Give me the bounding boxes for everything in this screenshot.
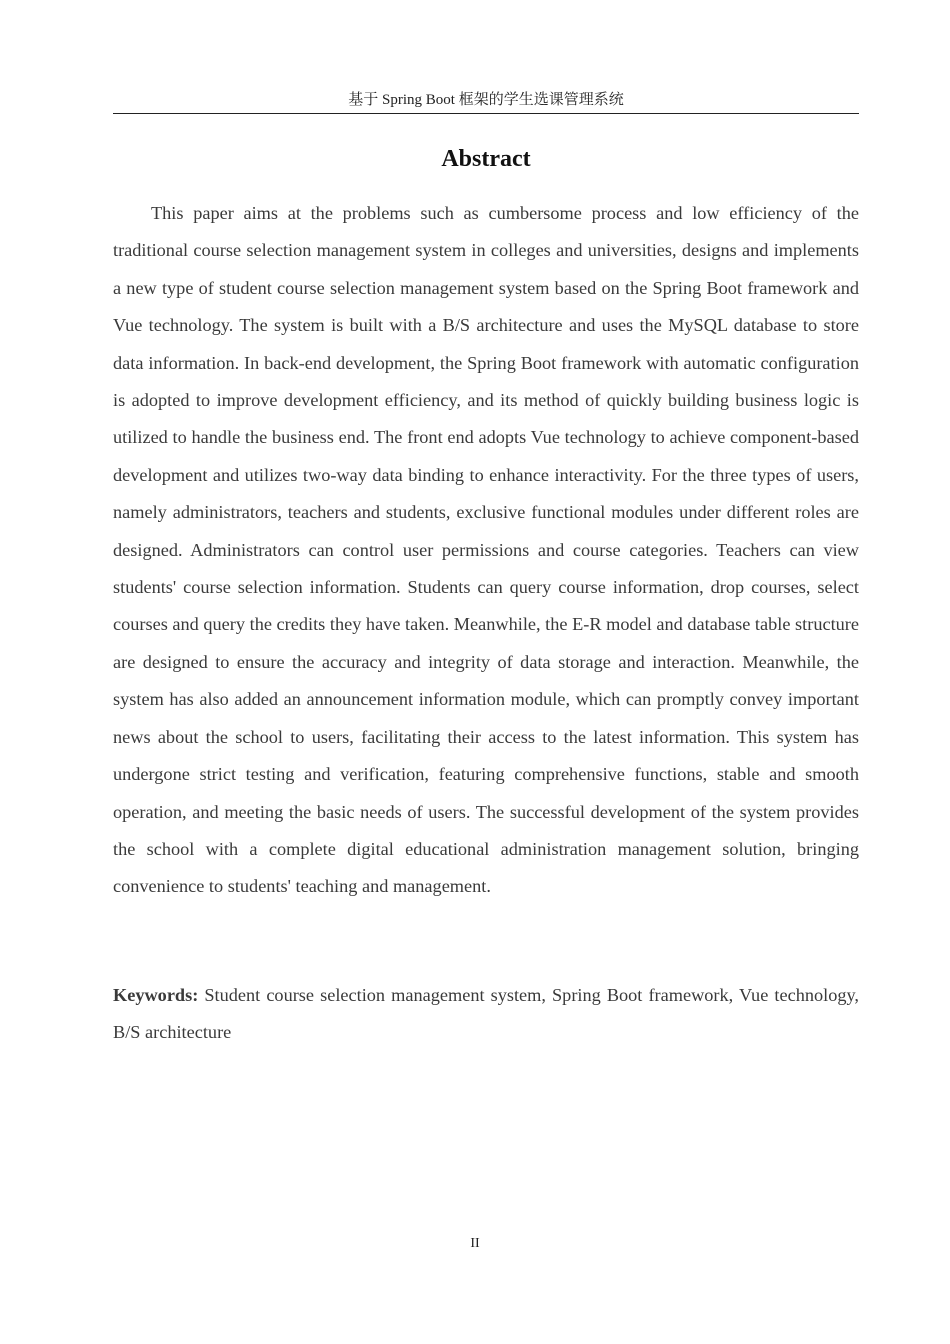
page-number: II [470,1236,480,1251]
keywords-paragraph [113,977,859,1052]
abstract-paragraph: This paper aims at the problems such as cumbersome process and low efficiency of the traditional course selection management system in colleges and universities, designs and implements a new type of student course selection management system based on the Spring Boot framework and Vue technology. The system is built with a B/S architecture and uses the MySQL database to store data information. In back-end development, the Spring Boot framework with automatic configuration is adopted to improve development efficiency, and its method of quickly building business logic is utilized to handle the business end. The front end adopts Vue technology to achieve component-based development and utilizes two-way data binding to enhance interactivity. For the three types of users, namely administrators, teachers and students, exclusive functional modules under different roles are designed. Administrators can control user permissions and course categories. Teachers can view students' course selection information. Students can query course information, drop courses, select courses and query the credits they have taken. Meanwhile, the E-R model and database table structure are designed to ensure the accuracy and integrity of data storage and interaction. Meanwhile, the system has also added an announcement information module, which can promptly convey important news about the school to users, facilitating their access to the latest information. This system has undergone strict testing and verification, featuring comprehensive functions, stable and smooth operation, and meeting the basic needs of users. The successful development of the system provides the school with a complete digital educational administration management solution, bringing convenience to students' teaching and management. [113,203,859,897]
running-header: 基于 Spring Boot 框架的学生选课管理系统 [113,90,859,114]
page-title: Abstract [441,146,531,172]
keywords-text: Student course selection management system, Spring Boot framework, Vue technology, B/S architecture [113,985,859,1043]
keywords-label: Keywords: [113,985,199,1005]
